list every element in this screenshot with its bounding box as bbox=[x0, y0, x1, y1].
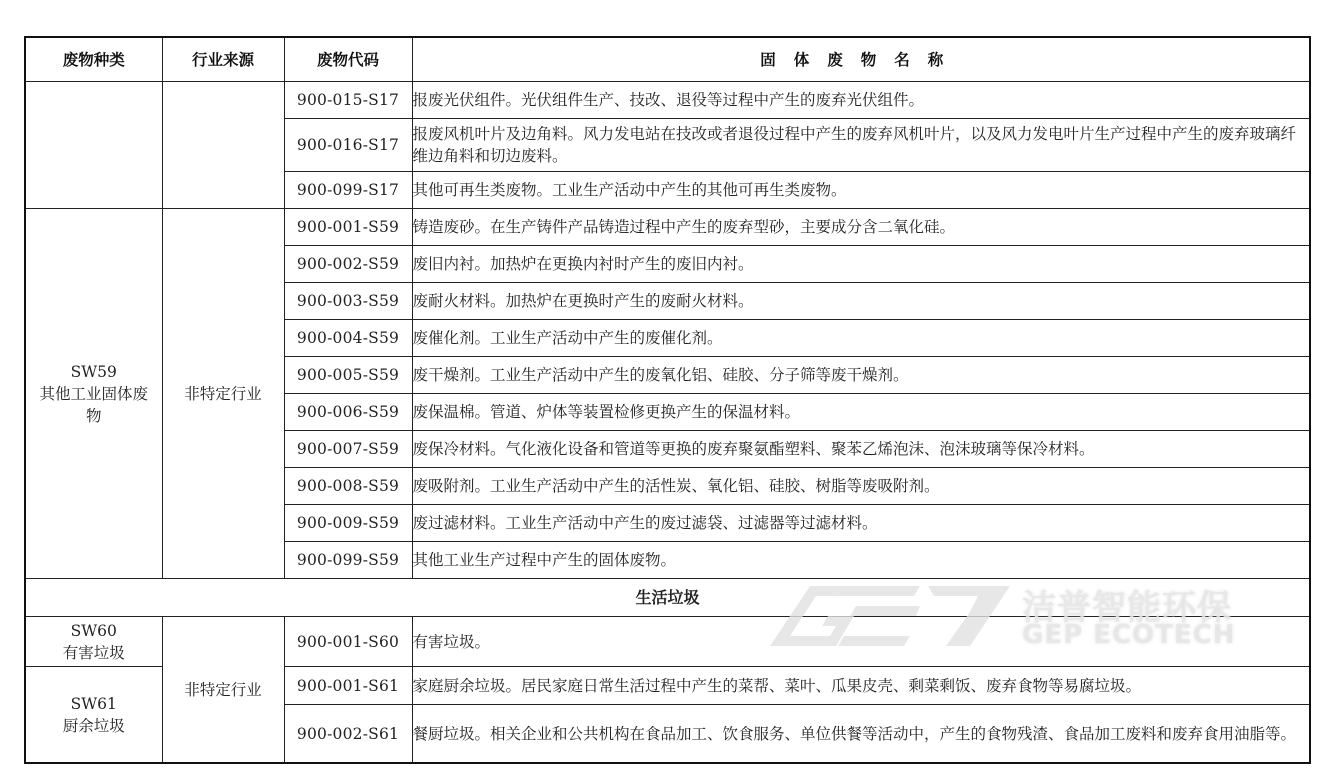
header-code: 废物代码 bbox=[284, 37, 412, 82]
waste-code: 900-001-S59 bbox=[284, 209, 412, 246]
header-name: 固体废物名称 bbox=[412, 37, 1310, 82]
industry-cell-sw59: 非特定行业 bbox=[162, 209, 284, 579]
waste-code: 900-002-S61 bbox=[284, 705, 412, 764]
waste-code: 900-004-S59 bbox=[284, 320, 412, 357]
header-category: 废物种类 bbox=[25, 37, 162, 82]
waste-description: 废吸附剂。工业生产活动中产生的活性炭、氧化铝、硅胶、树脂等废吸附剂。 bbox=[412, 468, 1310, 505]
category-code: SW60 bbox=[70, 621, 117, 640]
waste-description: 铸造废砂。在生产铸件产品铸造过程中产生的废弃型砂，主要成分含二氧化硅。 bbox=[412, 209, 1310, 246]
category-cell-empty bbox=[25, 82, 162, 209]
waste-description: 废保冷材料。气化液化设备和管道等更换的废弃聚氨酯塑料、聚苯乙烯泡沫、泡沫玻璃等保冷材料。 bbox=[412, 431, 1310, 468]
industry-cell-household: 非特定行业 bbox=[162, 617, 284, 764]
waste-code: 900-003-S59 bbox=[284, 283, 412, 320]
waste-description: 报废风机叶片及边角料。风力发电站在技改或者退役过程中产生的废弃风机叶片，以及风力发电叶片生产过程中产生的废弃玻璃纤维边角料和切边废料。 bbox=[412, 119, 1310, 172]
table-row bbox=[25, 617, 1310, 667]
solid-waste-table bbox=[24, 36, 1311, 764]
section-title: 生活垃圾 bbox=[25, 579, 1310, 617]
table-row bbox=[25, 82, 1310, 119]
waste-code: 900-001-S60 bbox=[284, 617, 412, 667]
category-name: 有害垃圾 bbox=[62, 643, 125, 662]
waste-description: 餐厨垃圾。相关企业和公共机构在食品加工、饮食服务、单位供餐等活动中，产生的食物残渣、食品加工废料和废弃食用油脂等。 bbox=[412, 705, 1310, 764]
waste-description: 废旧内衬。加热炉在更换内衬时产生的废旧内衬。 bbox=[412, 246, 1310, 283]
waste-code: 900-009-S59 bbox=[284, 505, 412, 542]
waste-description: 其他可再生类废物。工业生产活动中产生的其他可再生类废物。 bbox=[412, 172, 1310, 209]
waste-code: 900-016-S17 bbox=[284, 119, 412, 172]
waste-code: 900-008-S59 bbox=[284, 468, 412, 505]
waste-code: 900-005-S59 bbox=[284, 357, 412, 394]
table-header-row bbox=[25, 37, 1310, 82]
header-industry: 行业来源 bbox=[162, 37, 284, 82]
category-name: 其他工业固体废物 bbox=[39, 384, 148, 425]
waste-code: 900-007-S59 bbox=[284, 431, 412, 468]
waste-code: 900-002-S59 bbox=[284, 246, 412, 283]
category-name: 厨余垃圾 bbox=[62, 716, 125, 735]
waste-code: 900-099-S59 bbox=[284, 542, 412, 579]
waste-description: 报废光伏组件。光伏组件生产、技改、退役等过程中产生的废弃光伏组件。 bbox=[412, 82, 1310, 119]
waste-code: 900-006-S59 bbox=[284, 394, 412, 431]
waste-description: 废催化剂。工业生产活动中产生的废催化剂。 bbox=[412, 320, 1310, 357]
waste-description: 有害垃圾。 bbox=[412, 617, 1310, 667]
watermark-en-text: GEP ECOTECH bbox=[1022, 620, 1236, 650]
waste-description: 废干燥剂。工业生产活动中产生的废氧化铝、硅胶、分子筛等废干燥剂。 bbox=[412, 357, 1310, 394]
watermark-cn-text: 洁普智能环保 bbox=[1022, 588, 1232, 628]
category-cell-sw60 bbox=[25, 617, 162, 667]
category-code: SW59 bbox=[70, 362, 117, 381]
section-row-household-waste bbox=[25, 579, 1310, 617]
table-row bbox=[25, 209, 1310, 246]
waste-description: 废过滤材料。工业生产活动中产生的废过滤袋、过滤器等过滤材料。 bbox=[412, 505, 1310, 542]
waste-code: 900-015-S17 bbox=[284, 82, 412, 119]
category-cell-sw61 bbox=[25, 667, 162, 764]
waste-code: 900-001-S61 bbox=[284, 667, 412, 705]
category-cell-sw59 bbox=[25, 209, 162, 579]
waste-description: 家庭厨余垃圾。居民家庭日常生活过程中产生的菜帮、菜叶、瓜果皮壳、剩菜剩饭、废弃食物等易腐垃圾。 bbox=[412, 667, 1310, 705]
waste-description: 其他工业生产过程中产生的固体废物。 bbox=[412, 542, 1310, 579]
category-code: SW61 bbox=[70, 694, 117, 713]
waste-description: 废保温棉。管道、炉体等装置检修更换产生的保温材料。 bbox=[412, 394, 1310, 431]
waste-description: 废耐火材料。加热炉在更换时产生的废耐火材料。 bbox=[412, 283, 1310, 320]
waste-code: 900-099-S17 bbox=[284, 172, 412, 209]
industry-cell-empty bbox=[162, 82, 284, 209]
